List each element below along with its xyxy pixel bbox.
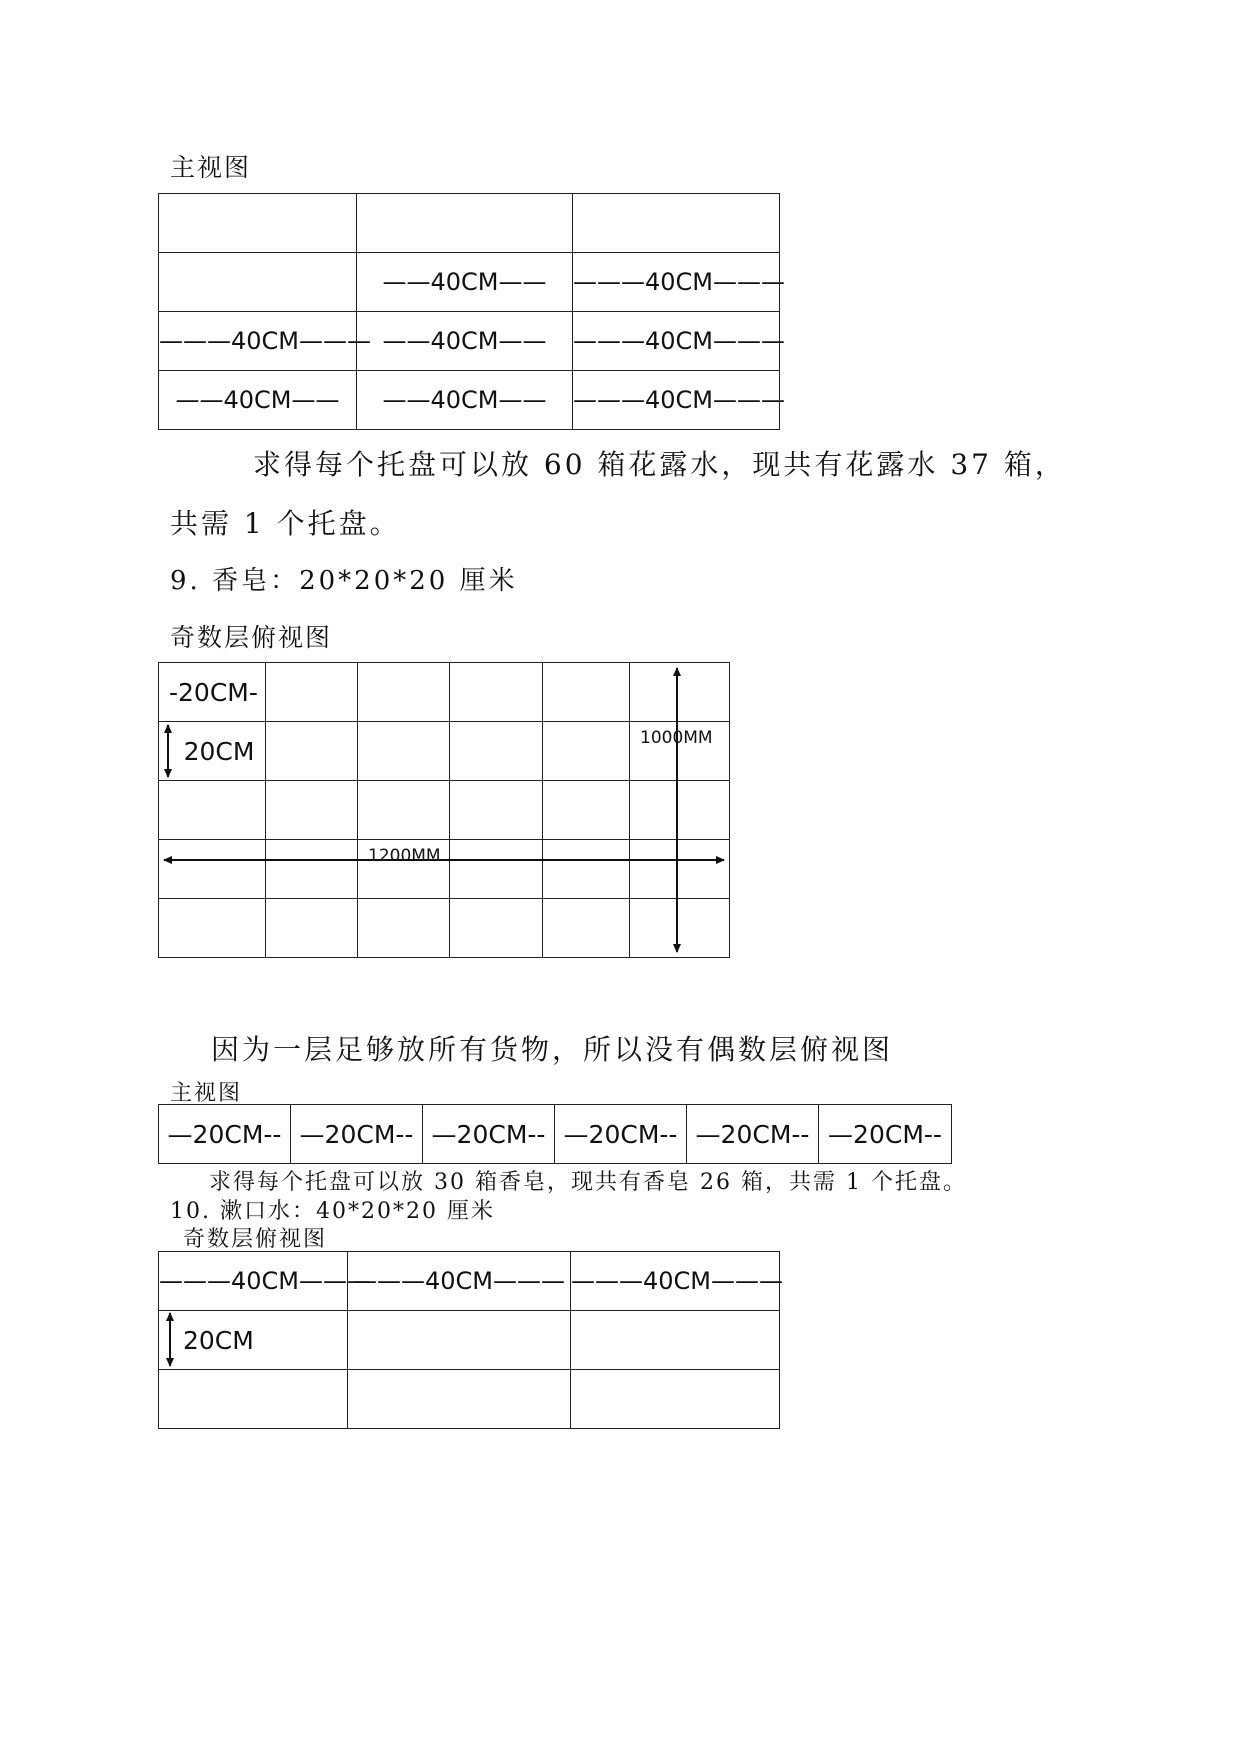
table-cell — [630, 781, 730, 840]
table-cell — [450, 663, 543, 722]
front-view-title: 主视图 — [170, 153, 252, 182]
heading-mouthwash: 10. 漱口水：40*20*20 厘米 — [170, 1199, 495, 1224]
table-cell: —20CM-- — [423, 1105, 555, 1164]
table-cell — [266, 899, 358, 958]
cell-height-label: 20CM — [159, 1311, 348, 1370]
table-cell — [159, 840, 266, 899]
result-text-1-cont: 共需 1 个托盘。 — [170, 507, 401, 540]
table-cell — [630, 840, 730, 899]
table-cell — [571, 1311, 780, 1370]
table-cell — [358, 899, 450, 958]
table-cell: —20CM-- — [555, 1105, 687, 1164]
result-text-2: 求得每个托盘可以放 30 箱香皂，现共有香皂 26 箱，共需 1 个托盘。 — [209, 1170, 967, 1195]
table-cell — [543, 722, 630, 781]
table-cell: ——40CM—— — [159, 371, 357, 430]
table-cell — [630, 899, 730, 958]
table-cell — [573, 194, 780, 253]
table-cell — [450, 722, 543, 781]
table-cell: ———40CM——— — [571, 1252, 780, 1311]
table-cell: —20CM-- — [819, 1105, 952, 1164]
table-cell: ——40CM—— — [357, 253, 573, 312]
odd-layer-top-view-title-2: 奇数层俯视图 — [183, 1227, 328, 1252]
cell-height-label: 20CM — [159, 722, 266, 781]
table-cell — [159, 781, 266, 840]
table-cell — [543, 899, 630, 958]
table-cell — [159, 899, 266, 958]
table-cell — [159, 253, 357, 312]
table-cell — [266, 663, 358, 722]
table-cell — [571, 1370, 780, 1429]
table-cell — [357, 194, 573, 253]
table-cell — [543, 663, 630, 722]
table-cell: —20CM-- — [687, 1105, 819, 1164]
table-cell — [159, 194, 357, 253]
dimension-label-horizontal: 1200MM — [368, 846, 441, 866]
table-cell — [450, 840, 543, 899]
front-view-table-1 — [158, 193, 786, 430]
table-cell — [348, 1370, 571, 1429]
table-cell: ———40CM——— — [573, 253, 780, 312]
odd-layer-top-view-title: 奇数层俯视图 — [170, 623, 333, 652]
table-cell: ——40CM—— — [357, 371, 573, 430]
dimension-label-vertical: 1000MM — [640, 728, 713, 748]
table-cell — [266, 840, 358, 899]
table-cell: ———40CM——— — [573, 312, 780, 371]
odd-layer-top-view-table-mouthwash — [158, 1251, 784, 1429]
table-cell — [266, 781, 358, 840]
cell-width-label: -20CM- — [159, 663, 266, 722]
table-cell — [358, 663, 450, 722]
table-cell: ———40CM——— — [573, 371, 780, 430]
table-cell: ——40CM—— — [357, 312, 573, 371]
table-cell: —20CM-- — [159, 1105, 291, 1164]
table-cell: ———40CM——— — [348, 1252, 571, 1311]
odd-layer-top-view-table-soap — [158, 662, 730, 958]
front-view-title-2: 主视图 — [170, 1081, 243, 1106]
table-cell — [348, 1311, 571, 1370]
table-cell — [159, 1370, 348, 1429]
table-cell — [543, 781, 630, 840]
table-cell: ———40CM——— — [159, 1252, 348, 1311]
table-cell — [450, 899, 543, 958]
no-even-layer-note: 因为一层足够放所有货物，所以没有偶数层俯视图 — [211, 1033, 894, 1066]
front-view-table-soap — [158, 1104, 952, 1164]
table-cell: —20CM-- — [291, 1105, 423, 1164]
table-cell — [266, 722, 358, 781]
table-cell — [543, 840, 630, 899]
heading-soap: 9. 香皂：20*20*20 厘米 — [170, 566, 518, 596]
table-cell — [450, 781, 543, 840]
table-cell — [630, 663, 730, 722]
table-cell — [358, 781, 450, 840]
result-text-1: 求得每个托盘可以放 60 箱花露水，现共有花露水 37 箱， — [253, 448, 1066, 481]
table-cell: ———40CM——— — [159, 312, 357, 371]
table-cell — [358, 722, 450, 781]
